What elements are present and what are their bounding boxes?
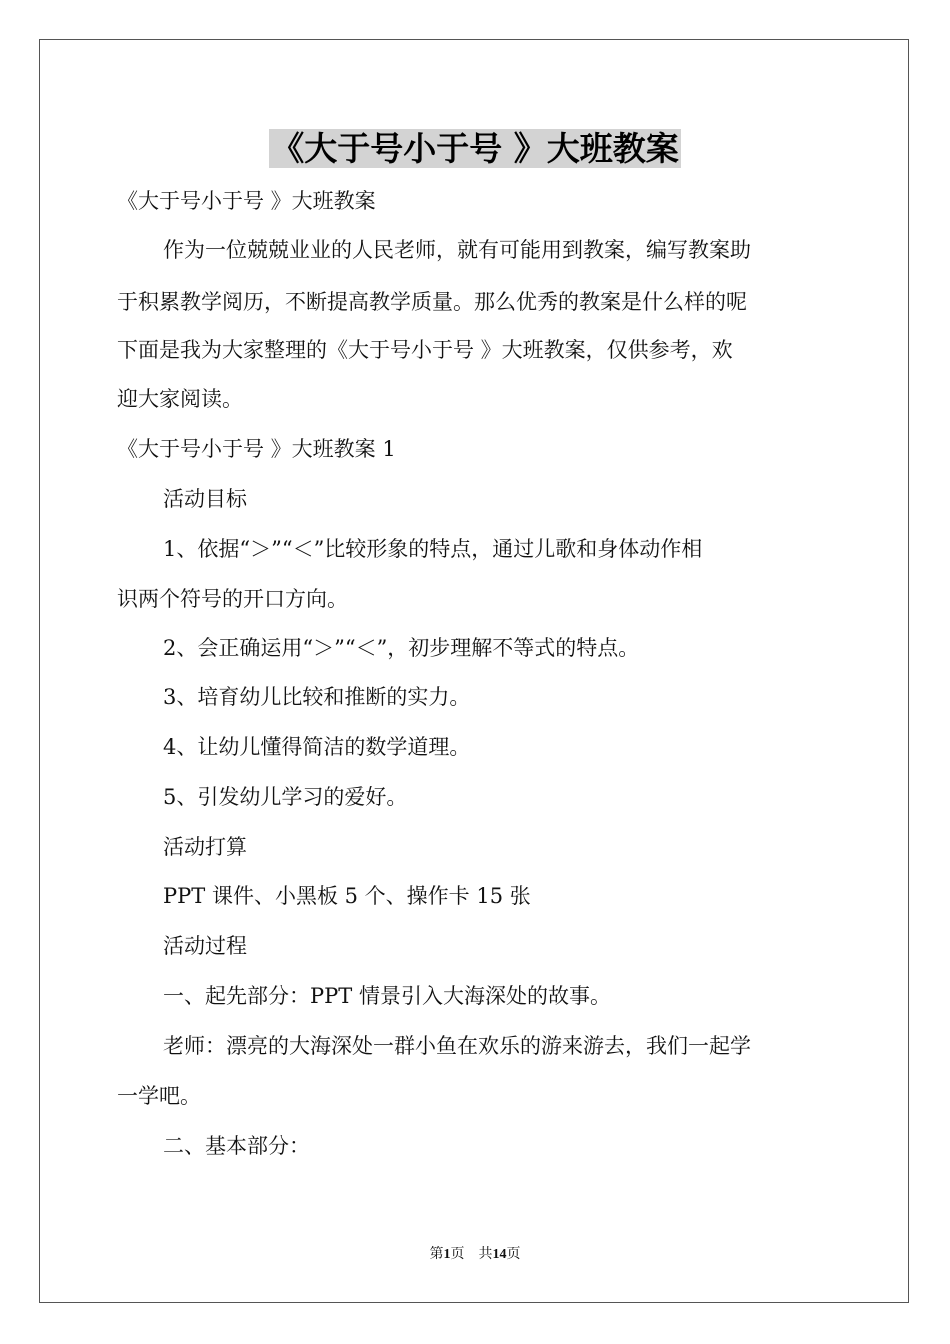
text-line: 作为一位兢兢业业的人民老师，就有可能用到教案，编写教案助	[163, 238, 751, 262]
text-line: 识两个符号的开口方向。	[117, 587, 348, 611]
footer-prefix: 第	[429, 1247, 444, 1262]
text-line: 5、引发幼儿学习的爱好。	[163, 785, 408, 809]
document-title-text: 《大于号小于号 》大班教案	[271, 129, 679, 168]
text-line: 一、起先部分：PPT 情景引入大海深处的故事。	[163, 984, 611, 1008]
page-footer	[0, 1246, 950, 1264]
footer-total-pages: 14	[492, 1247, 507, 1262]
footer-middle: 页 共	[450, 1247, 493, 1262]
text-line: 2、会正确运用“＞”“＜”，初步理解不等式的特点。	[163, 636, 640, 660]
text-line: 老师：漂亮的大海深处一群小鱼在欢乐的游来游去，我们一起学	[163, 1034, 751, 1058]
text-line: 1、依据“＞”“＜”比较形象的特点，通过儿歌和身体动作相	[163, 537, 703, 561]
text-line: 4、让幼儿懂得简洁的数学道理。	[163, 735, 471, 759]
text-line: 活动目标	[163, 487, 247, 511]
text-line: PPT 课件、小黑板 5 个、操作卡 15 张	[163, 884, 531, 908]
text-line: 于积累教学阅历，不断提高教学质量。那么优秀的教案是什么样的呢	[117, 290, 747, 314]
text-line: 活动打算	[163, 835, 247, 859]
text-line: 二、基本部分：	[163, 1134, 310, 1158]
page-border	[39, 39, 909, 1303]
text-line: 《大于号小于号 》大班教案 1	[117, 437, 396, 461]
text-line: 迎大家阅读。	[117, 387, 243, 411]
text-line: 下面是我为大家整理的《大于号小于号 》大班教案，仅供参考，欢	[117, 338, 733, 362]
footer-suffix: 页	[506, 1247, 521, 1262]
text-line: 《大于号小于号 》大班教案	[117, 189, 376, 213]
document-title	[0, 127, 950, 171]
text-line: 一学吧。	[117, 1084, 201, 1108]
text-line: 3、培育幼儿比较和推断的实力。	[163, 685, 471, 709]
footer-page-number: 1	[443, 1247, 451, 1262]
text-line: 活动过程	[163, 934, 247, 958]
